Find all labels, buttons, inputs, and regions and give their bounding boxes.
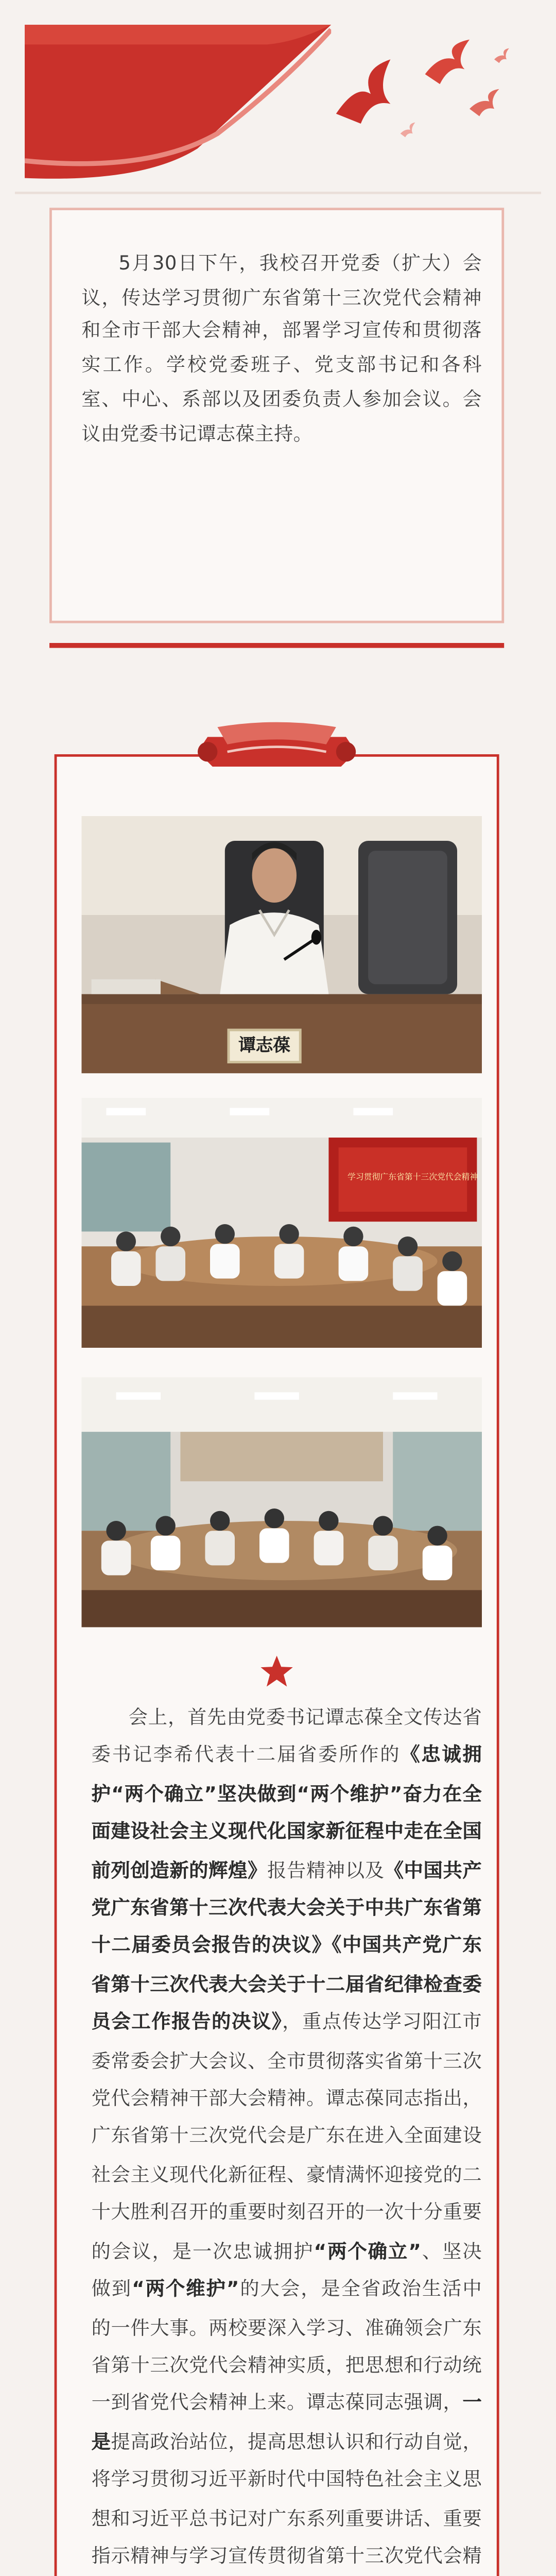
- article-text: 会上，首先由党委书记谭志葆全文传达省委书记李希代表十二届省委所作的: [91, 1706, 482, 1767]
- nameplate: 谭志葆: [228, 1029, 302, 1063]
- article-text: 的大会，是全省政治生活中的一件大事。两校要深入学习、准确领会广东省第十三次党代会精神实质，把思想和行动统一到省党代会精神上来。谭志葆同志强调，: [91, 2278, 482, 2415]
- article-body: [92, 1699, 482, 2576]
- scroll-ribbon-icon: [193, 722, 360, 772]
- article-text: ，重点传达学习阳江市委常委会扩大会议、全市贯彻落实省第十三次党代会精神干部大会精神。: [91, 2011, 482, 2110]
- intro-paragraph: 5月30日下午，我校召开党委（扩大）会议，传达学习贯彻广东省第十三次党代会精神和全市干部大会精神，部署学习宣传和贯彻落实工作。学校党委班子、党支部书记和各科室、中心、系部以及团委负责人参加会议。会议由党委书记谭志葆主持。: [81, 252, 482, 444]
- report-title: 《忠诚拥护“两个确立”坚决做到“两个维护”奋力在全面建设社会主义现代化国家新征程中走在全国前列创造新的辉煌》: [91, 1744, 482, 1882]
- article-text: 提高政治站位，提高思想认识和行动自觉，将学习贯彻习近平新时代中国特色社会主义思想和习近平总书记对广东系列重要讲话、重要指示精神与学习宣传贯彻省第十三次党代会精: [91, 2430, 482, 2567]
- article-text: 谭志葆同志指出，广东省第十三次党代会是广东在进入全面建设社会主义现代化新征程、豪情满怀迎接党的二十大胜利召开的重要时刻召开的一次十分重要的会议，是一次忠诚拥护: [91, 2087, 482, 2262]
- ribbon-banner-icon: [25, 25, 331, 183]
- point-marker: 一是: [91, 2392, 482, 2453]
- section-divider: [49, 643, 504, 648]
- meeting-room-photo: [81, 1098, 482, 1348]
- emphasis-text: “两个维护”: [132, 2278, 239, 2300]
- divider-line: [15, 188, 541, 198]
- emphasis-text: “两个确立”: [314, 2240, 422, 2262]
- meeting-wide-photo: [81, 1378, 482, 1628]
- photo-banner-text: 学习贯彻广东省第十三次党代会精神: [348, 1172, 478, 1182]
- article-text: 报告精神以及: [267, 1858, 385, 1882]
- flying-birds-icon: [316, 25, 524, 143]
- star-icon: [259, 1654, 294, 1689]
- article-text: 、坚决做到: [91, 2240, 482, 2300]
- resolution-titles: 《中国共产党广东省第十三次代表大会关于中共广东省第十二届委员会报告的决议》《中国共产党广东省第十三次代表大会关于十二届省纪律检查委员会工作报告的决议》: [91, 1858, 482, 2033]
